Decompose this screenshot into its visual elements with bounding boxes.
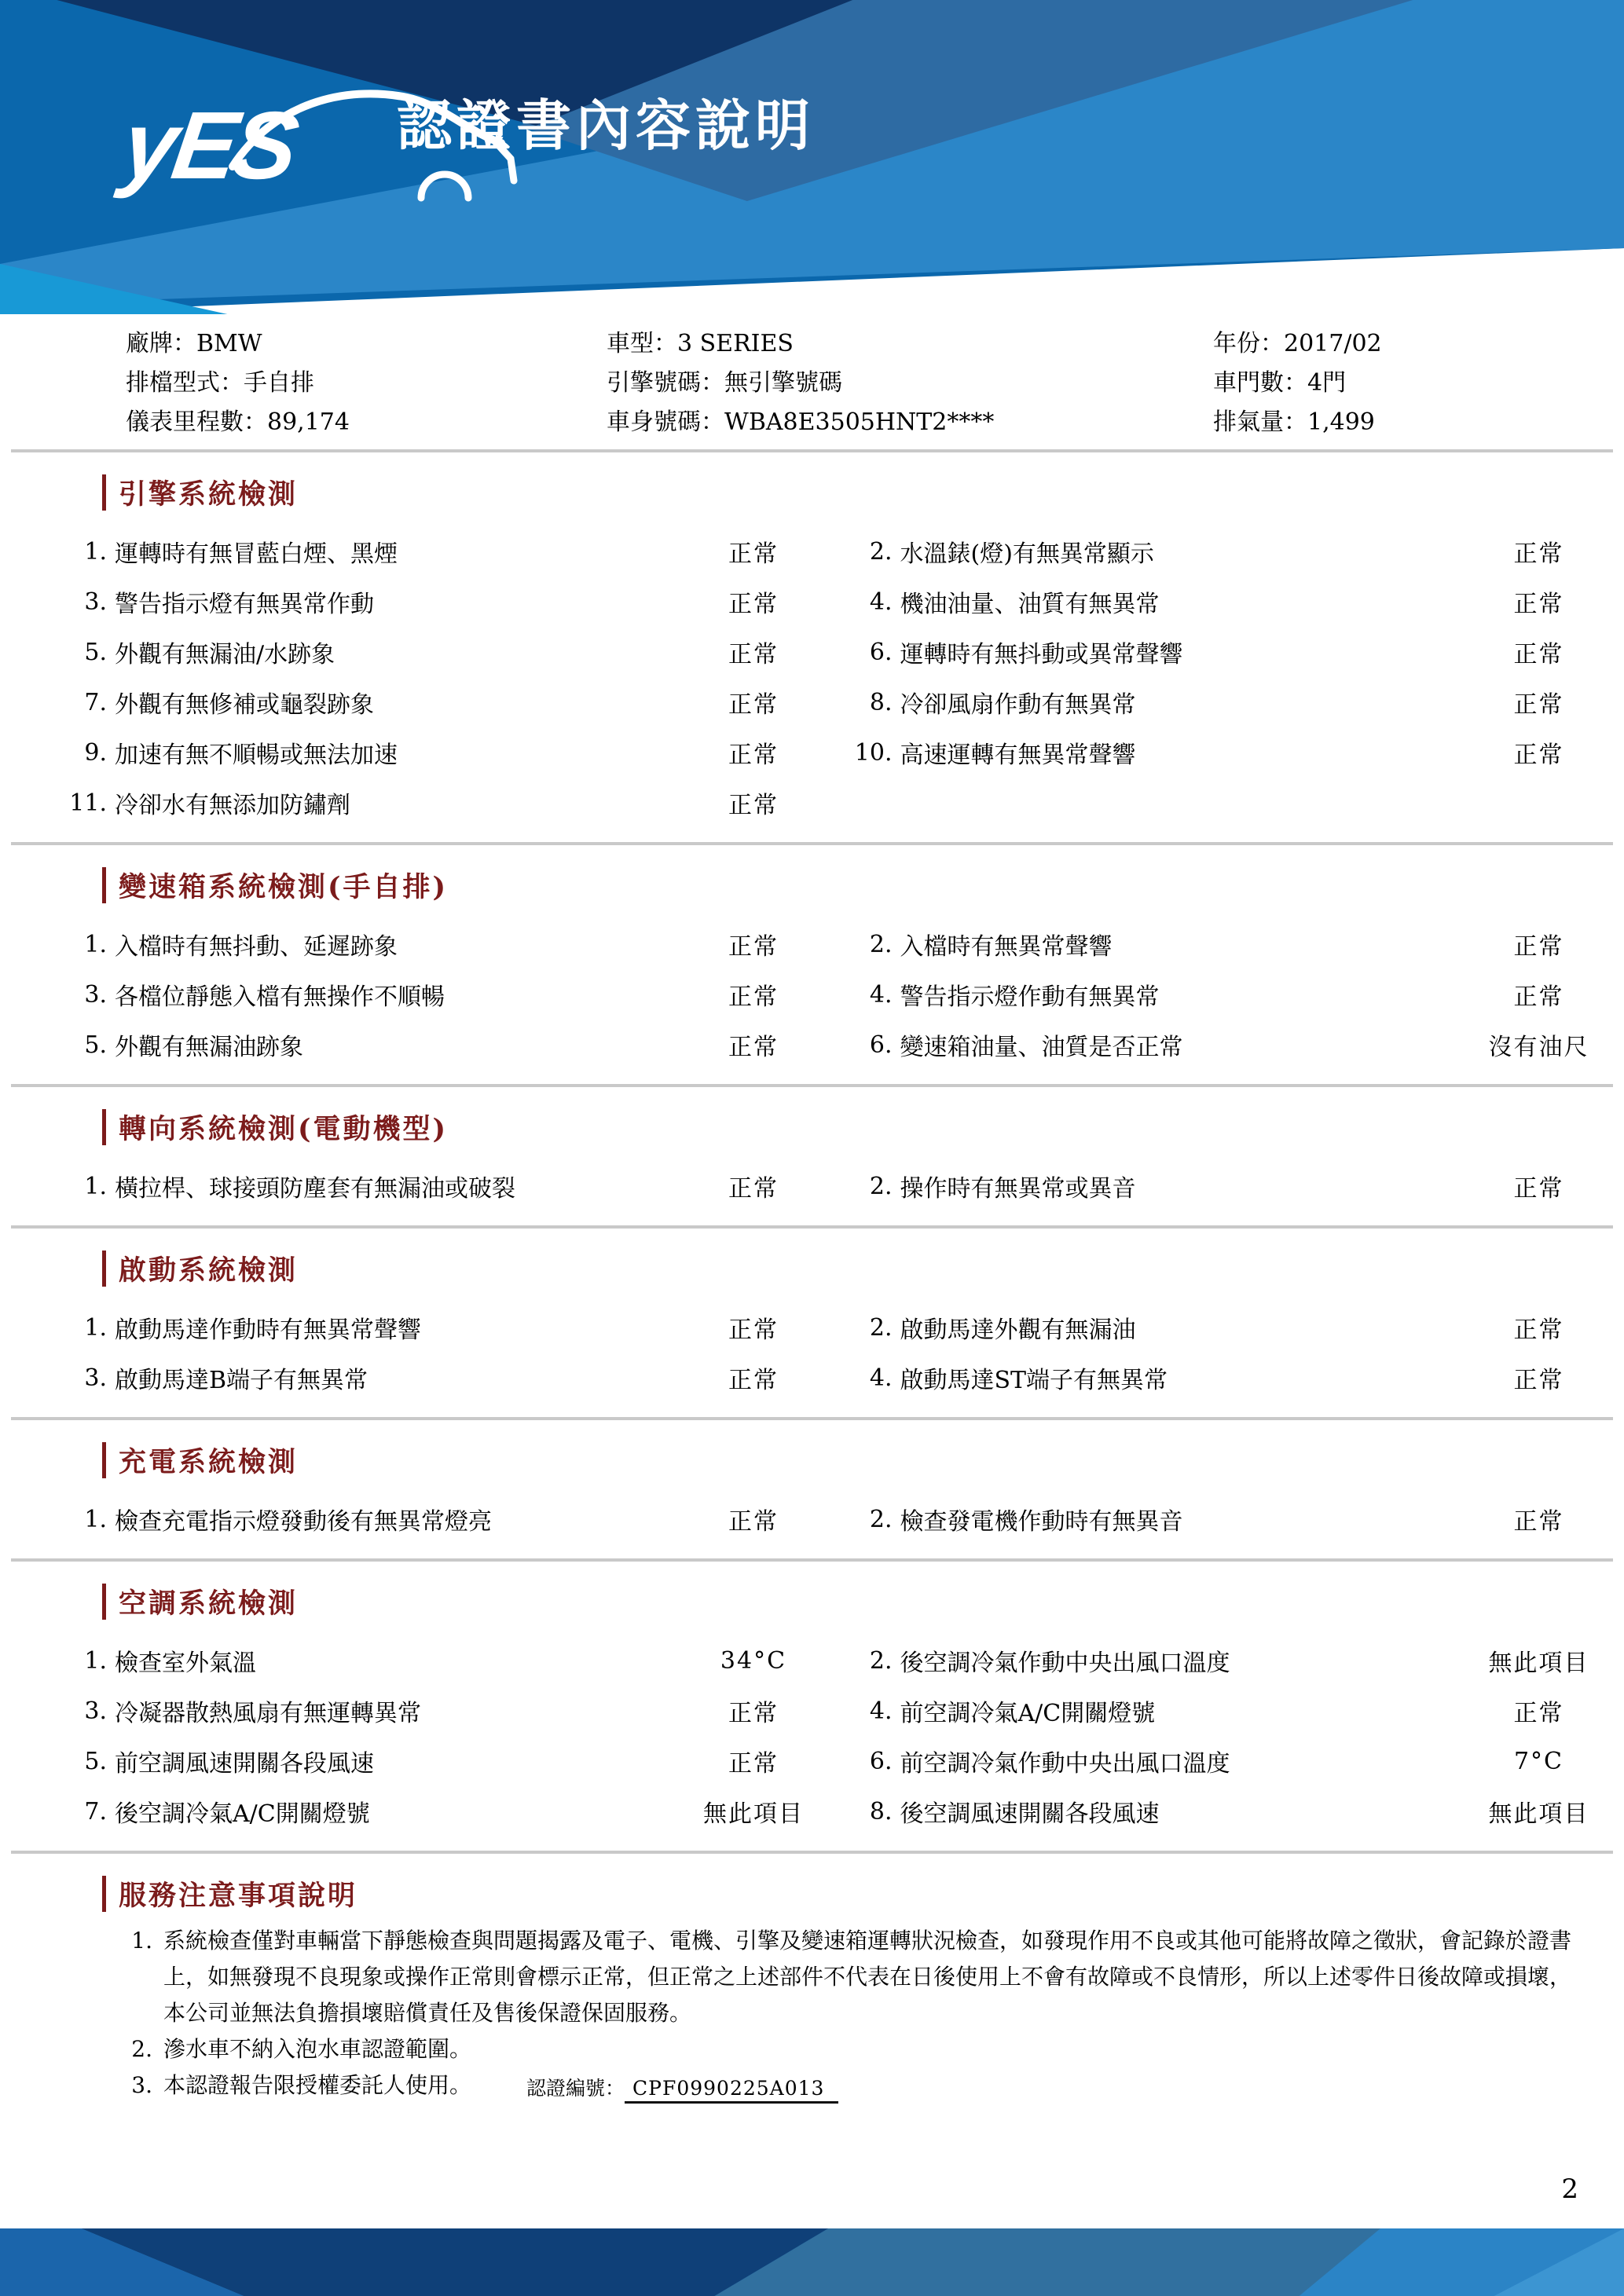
inspection-item-text: 前空調風速開關各段風速: [115, 1750, 374, 1778]
cert-label: 認證編號：: [526, 2077, 625, 2100]
inspection-item: [61, 526, 827, 577]
inspection-item-number: 3.: [84, 588, 107, 616]
inspection-item-result: 正常: [1513, 933, 1564, 961]
inspection-row: [61, 778, 1611, 828]
section-steering: [0, 1108, 1624, 1213]
section-ac: [0, 1582, 1624, 1838]
inspection-item-result: 正常: [1513, 1175, 1564, 1203]
inspection-item-text: 啟動馬達外觀有無漏油: [900, 1316, 1136, 1344]
inspection-item-number: 4.: [869, 1697, 893, 1725]
inspection-row: [61, 1686, 1611, 1736]
inspection-item: [847, 1494, 1612, 1544]
section-title-bar: [102, 1876, 106, 1912]
inspection-item-result: 正常: [1513, 641, 1564, 668]
inspection-item-text: 警告指示燈作動有無異常: [900, 983, 1160, 1011]
note-text: 本認證報告限授權委託人使用。: [163, 2072, 472, 2098]
inspection-item-result: 正常: [728, 1700, 779, 1727]
inspection-item: [61, 627, 827, 677]
note-number: 1.: [131, 1928, 152, 1954]
vehicle-info-field: [607, 330, 1213, 358]
field-value: 2017/02: [1284, 330, 1382, 357]
inspection-item-number: 3.: [84, 980, 107, 1009]
section-transmission: [0, 866, 1624, 1071]
inspection-item-text: 前空調冷氣作動中央出風口溫度: [900, 1750, 1230, 1778]
field-label: 車型：: [607, 330, 677, 357]
vehicle-info: [126, 330, 1624, 437]
inspection-item-text: 機油油量、油質有無異常: [900, 591, 1160, 618]
inspection-item: [61, 919, 827, 969]
inspection-item: [61, 677, 827, 727]
inspection-item-result: 正常: [1513, 591, 1564, 618]
notes-list: [118, 1923, 1593, 2104]
inspection-item-number: 4.: [869, 588, 893, 616]
inspection-item-text: 操作時有無異常或異音: [900, 1175, 1136, 1203]
inspection-item: [847, 1686, 1612, 1736]
section-title-text: 轉向系統檢測(電動機型): [119, 1113, 449, 1145]
inspection-item: [61, 1635, 827, 1686]
page-title: 認證書內容說明: [397, 95, 815, 156]
inspection-item-number: 3.: [84, 1697, 107, 1725]
inspection-item-number: 7.: [84, 688, 107, 716]
section-title: [102, 1874, 1624, 1913]
inspection-item-number: 1.: [84, 537, 107, 566]
divider: [11, 1558, 1613, 1562]
vehicle-info-field: [1213, 408, 1624, 437]
note-text: 系統檢查僅對車輛當下靜態檢查與問題揭露及電子、電機、引擎及變速箱運轉狀況檢查，如發現作用不良或其他可能將故障之徵狀，會記錄於證書上，如無發現不良現象或操作正常則會標示正常，但正常之上述部件不代表在日後使用上不會有故障或不良情形，所以上述零件日後故障或損壞，本公司並無法負擔損壞賠償責任及售後保證保固服務。: [163, 1928, 1572, 2026]
inspection-item-text: 外觀有無漏油/水跡象: [115, 641, 335, 668]
inspection-item-text: 運轉時有無冒藍白煙、黑煙: [115, 540, 398, 568]
inspection-item-text: 警告指示燈有無異常作動: [115, 591, 374, 618]
logo-text: yES: [116, 92, 302, 199]
field-value: BMW: [196, 330, 262, 357]
inspection-item-result: 正常: [728, 1508, 779, 1536]
field-value: 89,174: [267, 408, 350, 436]
inspection-item-text: 冷凝器散熱風扇有無運轉異常: [115, 1700, 421, 1727]
inspection-item: [847, 1302, 1612, 1353]
divider: [11, 449, 1613, 452]
inspection-item-text: 入檔時有無抖動、延遲跡象: [115, 933, 398, 961]
inspection-row: [61, 1635, 1611, 1686]
field-value: 3 SERIES: [677, 330, 794, 357]
section-title: [102, 866, 1624, 905]
inspection-item-text: 入檔時有無異常聲響: [900, 933, 1113, 961]
note-item: [118, 2067, 1593, 2104]
field-label: 儀表里程數：: [126, 408, 267, 436]
inspection-item-result: 正常: [728, 591, 779, 618]
inspection-item-text: 運轉時有無抖動或異常聲響: [900, 641, 1183, 668]
inspection-item-number: 5.: [84, 638, 107, 666]
inspection-item-number: 2.: [869, 930, 893, 958]
inspection-item: [847, 969, 1612, 1020]
field-label: 年份：: [1213, 330, 1284, 357]
inspection-row: [61, 969, 1611, 1020]
inspection-item-text: 外觀有無漏油跡象: [115, 1034, 303, 1061]
inspection-item-number: 1.: [84, 1505, 107, 1533]
inspection-row: [61, 677, 1611, 727]
inspection-item-number: 8.: [869, 688, 893, 716]
inspection-item-result: 正常: [1513, 983, 1564, 1011]
inspection-item: [847, 1161, 1612, 1211]
section-title-bar: [102, 1251, 106, 1287]
field-value: 無引擎號碼: [724, 369, 842, 397]
inspection-item: [61, 1736, 827, 1786]
inspection-row: [61, 1161, 1611, 1211]
inspection-item-text: 高速運轉有無異常聲響: [900, 742, 1136, 769]
inspection-item-number: 9.: [84, 738, 107, 767]
inspection-item: [847, 919, 1612, 969]
inspection-item-result: 正常: [728, 540, 779, 568]
section-title-bar: [102, 1584, 106, 1620]
inspection-item-result: 正常: [728, 641, 779, 668]
inspection-item: [847, 577, 1612, 627]
inspection-item-text: 加速有無不順暢或無法加速: [115, 742, 398, 769]
inspection-item-text: 啟動馬達B端子有無異常: [115, 1367, 368, 1394]
inspection-row: [61, 1302, 1611, 1353]
inspection-item-text: 前空調冷氣A/C開關燈號: [900, 1700, 1156, 1727]
inspection-item: [61, 1020, 827, 1070]
section-items: [0, 1156, 1624, 1213]
inspection-item-text: 檢查室外氣溫: [115, 1650, 256, 1677]
section-items: [0, 1298, 1624, 1404]
inspection-item-result: 正常: [728, 691, 779, 719]
inspection-item: [847, 1020, 1612, 1070]
field-value: WBA8E3505HNT2****: [724, 408, 995, 436]
inspection-item-result: 正常: [728, 1175, 779, 1203]
inspection-item-result: 正常: [1513, 1508, 1564, 1536]
section-title-bar: [102, 1109, 106, 1145]
inspection-item-text: 水溫錶(燈)有無異常顯示: [900, 540, 1154, 568]
inspection-item-text: 外觀有無修補或龜裂跡象: [115, 691, 374, 719]
vehicle-info-field: [1213, 330, 1624, 358]
section-title-text: 服務注意事項說明: [119, 1880, 358, 1912]
inspection-item: [847, 1786, 1612, 1836]
inspection-item-number: 1.: [84, 930, 107, 958]
divider: [11, 1225, 1613, 1229]
inspection-item-number: 3.: [84, 1364, 107, 1392]
inspection-item-result: 7°C: [1513, 1747, 1564, 1775]
inspection-row: [61, 1736, 1611, 1786]
section-title-bar: [102, 1442, 106, 1478]
inspection-row: [61, 919, 1611, 969]
vehicle-info-field: [607, 369, 1213, 397]
inspection-item: [61, 727, 827, 778]
section-title-text: 變速箱系統檢測(手自排): [119, 871, 449, 903]
inspection-item: [847, 627, 1612, 677]
inspection-item: [61, 1353, 827, 1403]
inspection-item-number: 1.: [84, 1313, 107, 1342]
inspection-item-number: 8.: [869, 1797, 893, 1825]
inspection-item-number: 6.: [869, 1747, 893, 1775]
inspection-item-text: 冷卻水有無添加防鏽劑: [115, 792, 350, 819]
inspection-item-result: 正常: [728, 1034, 779, 1061]
inspection-item-text: 冷卻風扇作動有無異常: [900, 691, 1136, 719]
inspection-item-number: 5.: [84, 1747, 107, 1775]
vehicle-info-field: [126, 408, 607, 437]
vehicle-info-field: [126, 330, 607, 358]
inspection-item-result: 正常: [728, 1316, 779, 1344]
inspection-item-text: 橫拉桿、球接頭防塵套有無漏油或破裂: [115, 1175, 515, 1203]
inspection-item-number: 6.: [869, 1031, 893, 1059]
page-number: 2: [1561, 2173, 1578, 2205]
divider: [11, 1417, 1613, 1420]
note-number: 2.: [131, 2036, 152, 2062]
inspection-item: [61, 1302, 827, 1353]
section-engine: [0, 473, 1624, 829]
inspection-item-number: 2.: [869, 537, 893, 566]
vehicle-info-field: [1213, 369, 1624, 397]
inspection-item-text: 後空調冷氣作動中央出風口溫度: [900, 1650, 1230, 1677]
cert-value: CPF0990225A013: [625, 2077, 838, 2104]
inspection-item: [61, 577, 827, 627]
inspection-item: [61, 1161, 827, 1211]
inspection-item-result: 正常: [728, 933, 779, 961]
inspection-item: [847, 526, 1612, 577]
inspection-row: [61, 627, 1611, 677]
section-title: [102, 1249, 1624, 1288]
inspection-item-text: 各檔位靜態入檔有無操作不順暢: [115, 983, 445, 1011]
field-value: 1,499: [1307, 408, 1375, 436]
footer-banner: [0, 2228, 1624, 2296]
inspection-row: [61, 1494, 1611, 1544]
inspection-item-text: 後空調風速開關各段風速: [900, 1800, 1160, 1828]
inspection-item-result: 正常: [1513, 691, 1564, 719]
header-banner: [0, 0, 1624, 314]
inspection-item: [61, 1686, 827, 1736]
inspection-item: [847, 1736, 1612, 1786]
field-label: 排氣量：: [1213, 408, 1307, 436]
inspection-item-number: 4.: [869, 1364, 893, 1392]
field-label: 引擎號碼：: [607, 369, 724, 397]
note-text: 滲水車不納入泡水車認證範圍。: [163, 2036, 472, 2062]
inspection-item-empty: [847, 778, 1612, 828]
inspection-item-result: 無此項目: [1488, 1650, 1589, 1677]
inspection-item-text: 後空調冷氣A/C開關燈號: [115, 1800, 370, 1828]
inspection-item-result: 正常: [1513, 540, 1564, 568]
section-title-text: 啟動系統檢測: [119, 1254, 299, 1287]
section-items: [0, 1489, 1624, 1546]
inspection-item: [61, 1494, 827, 1544]
inspection-item-number: 6.: [869, 638, 893, 666]
inspection-item: [847, 1353, 1612, 1403]
inspection-row: [61, 577, 1611, 627]
inspection-item-result: 沒有油尺: [1488, 1034, 1589, 1061]
vehicle-info-field: [126, 369, 607, 397]
inspection-item-number: 7.: [84, 1797, 107, 1825]
inspection-item-result: 正常: [1513, 742, 1564, 769]
inspection-item: [847, 727, 1612, 778]
inspection-item-result: 無此項目: [1488, 1800, 1589, 1828]
inspection-item-text: 變速箱油量、油質是否正常: [900, 1034, 1183, 1061]
field-label: 車身號碼：: [607, 408, 724, 436]
inspection-item-text: 檢查充電指示燈發動後有無異常燈亮: [115, 1508, 492, 1536]
inspection-item-number: 4.: [869, 980, 893, 1009]
note-item: [118, 2031, 1593, 2067]
inspection-item-number: 2.: [869, 1313, 893, 1342]
inspection-item-number: 1.: [84, 1172, 107, 1200]
inspection-item-number: 2.: [869, 1505, 893, 1533]
section-title-text: 引擎系統檢測: [119, 478, 299, 511]
section-title-bar: [102, 867, 106, 903]
section-title: [102, 1582, 1624, 1621]
inspection-item-text: 啟動馬達ST端子有無異常: [900, 1367, 1168, 1394]
inspection-item-result: 正常: [1513, 1700, 1564, 1727]
inspection-item-number: 2.: [869, 1172, 893, 1200]
inspection-item-result: 無此項目: [703, 1800, 804, 1828]
inspection-item-number: 5.: [84, 1031, 107, 1059]
inspection-item-result: 正常: [1513, 1316, 1564, 1344]
section-title-text: 充電系統檢測: [119, 1446, 299, 1478]
note-number: 3.: [131, 2072, 152, 2098]
vehicle-info-field: [607, 408, 1213, 437]
divider: [11, 842, 1613, 845]
inspection-row: [61, 1353, 1611, 1403]
inspection-item-result: 正常: [728, 983, 779, 1011]
field-label: 排檔型式：: [126, 369, 244, 397]
section-title: [102, 1441, 1624, 1480]
section-title: [102, 1108, 1624, 1147]
inspection-item-number: 1.: [84, 1646, 107, 1675]
field-label: 廠牌：: [126, 330, 196, 357]
inspection-item: [61, 969, 827, 1020]
inspection-item-result: 正常: [1513, 1367, 1564, 1394]
certification-number: [526, 2071, 838, 2107]
section-charging: [0, 1441, 1624, 1546]
section-title-text: 空調系統檢測: [119, 1587, 299, 1620]
inspection-item-text: 檢查發電機作動時有無異音: [900, 1508, 1183, 1536]
section-service-notes: [0, 1874, 1624, 2104]
inspection-item-result: 34°C: [720, 1646, 787, 1675]
section-items: [0, 914, 1624, 1071]
inspection-item: [847, 677, 1612, 727]
inspection-item-text: 啟動馬達作動時有無異常聲響: [115, 1316, 421, 1344]
inspection-item-number: 2.: [869, 1646, 893, 1675]
inspection-item-result: 正常: [728, 792, 779, 819]
field-value: 手自排: [244, 369, 314, 397]
inspection-row: [61, 1786, 1611, 1836]
section-title-bar: [102, 474, 106, 511]
inspection-item-result: 正常: [728, 1367, 779, 1394]
inspection-row: [61, 526, 1611, 577]
inspection-row: [61, 1020, 1611, 1070]
inspection-item: [847, 1635, 1612, 1686]
inspection-item-result: 正常: [728, 1750, 779, 1778]
inspection-item-number: 10.: [854, 738, 893, 767]
section-items: [0, 522, 1624, 829]
field-value: 4門: [1307, 369, 1347, 397]
inspection-row: [61, 727, 1611, 778]
section-title: [102, 473, 1624, 512]
inspection-item: [61, 778, 827, 828]
divider: [11, 1851, 1613, 1854]
section-items: [0, 1631, 1624, 1838]
inspection-item-result: 正常: [728, 742, 779, 769]
section-starter: [0, 1249, 1624, 1404]
field-label: 車門數：: [1213, 369, 1307, 397]
inspection-item: [61, 1786, 827, 1836]
note-item: [118, 1923, 1593, 2031]
divider: [11, 1084, 1613, 1087]
inspection-item-number: 11.: [69, 789, 107, 817]
